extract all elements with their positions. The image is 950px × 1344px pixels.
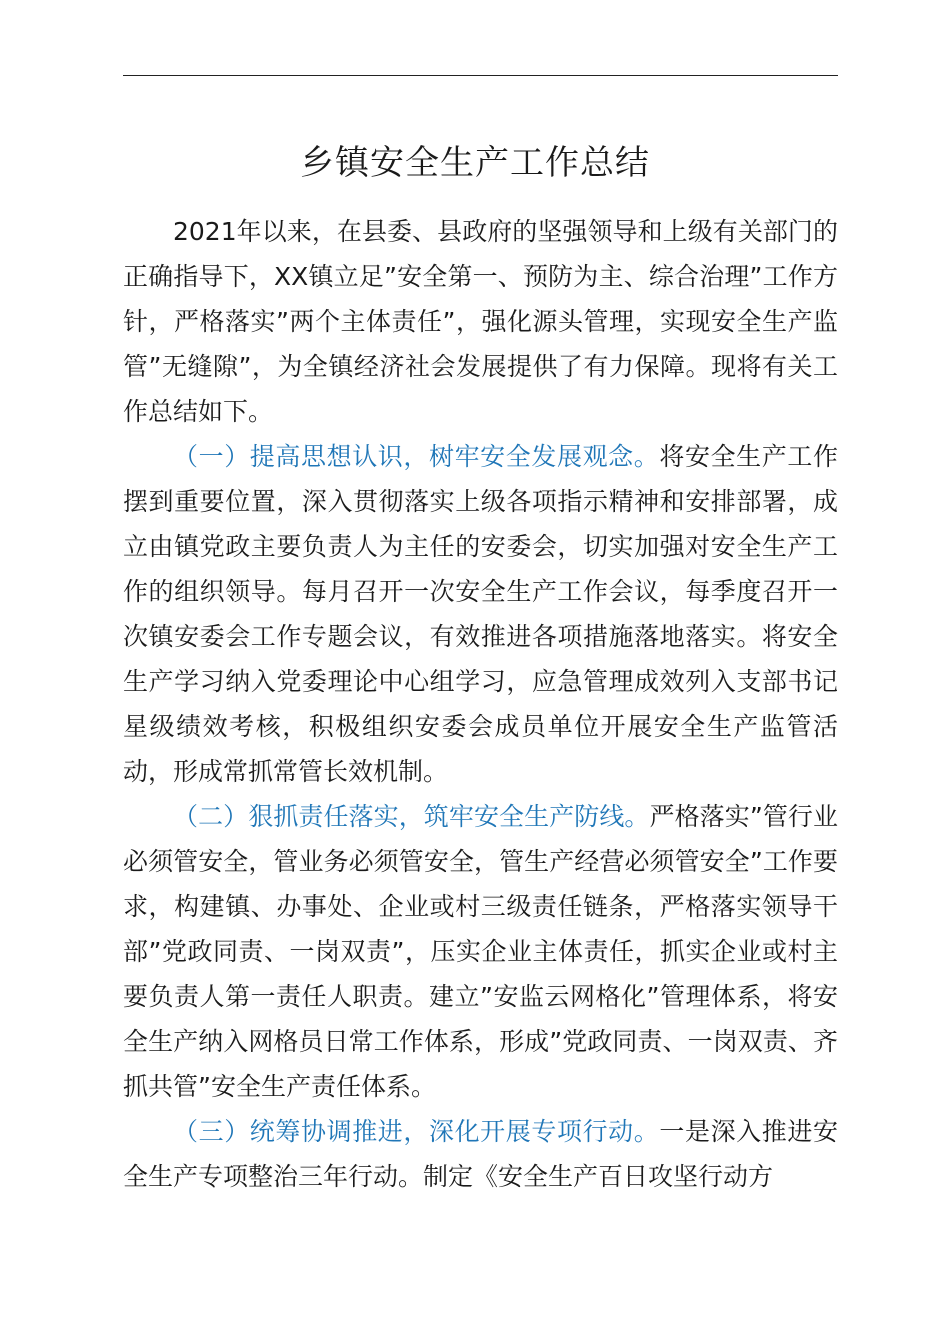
document-body: [123, 209, 838, 1199]
section-text: 一是深入推进安全生产专项整治三年行动。制定《安全生产百日攻坚行动方: [123, 1117, 838, 1191]
section-text: 严格落实”管行业必须管安全，管业务必须管安全，管生产经营必须管安全”工作要求，构建镇、办事处、企业或村三级责任链条，严格落实领导干部”党政同责、一岗双责”，压实企业主体责任，抓实企业或村主要负责人第一责任人职责。建立”安监云网格化”管理体系，将安全生产纳入网格员日常工作体系，形成”党政同责、一岗双责、齐抓共管”安全生产责任体系。: [123, 802, 838, 1101]
section-paragraph: [123, 434, 838, 794]
section-paragraph: [123, 794, 838, 1109]
section-heading: （一）提高思想认识，树牢安全发展观念。: [173, 442, 660, 471]
section-paragraph: [123, 1109, 838, 1199]
section-heading: （三）统筹协调推进，深化开展专项行动。: [173, 1117, 660, 1146]
document-title: 乡镇安全生产工作总结: [300, 143, 650, 183]
header-divider: [123, 75, 838, 76]
section-heading: （二）狠抓责任落实，筑牢安全生产防线。: [173, 802, 650, 831]
intro-paragraph: 2021年以来，在县委、县政府的坚强领导和上级有关部门的正确指导下，XX镇立足”安全第一、预防为主、综合治理”工作方针，严格落实”两个主体责任”，强化源头管理，实现安全生产监管”无缝隙”，为全镇经济社会发展提供了有力保障。现将有关工作总结如下。: [123, 217, 838, 426]
section-text: 将安全生产工作摆到重要位置，深入贯彻落实上级各项指示精神和安排部署，成立由镇党政主要负责人为主任的安委会，切实加强对安全生产工作的组织领导。每月召开一次安全生产工作会议，每季度召开一次镇安委会工作专题会议，有效推进各项措施落地落实。将安全生产学习纳入党委理论中心组学习，应急管理成效列入支部书记星级绩效考核，积极组织安委会成员单位开展安全生产监管活动，形成常抓常管长效机制。: [123, 442, 838, 786]
